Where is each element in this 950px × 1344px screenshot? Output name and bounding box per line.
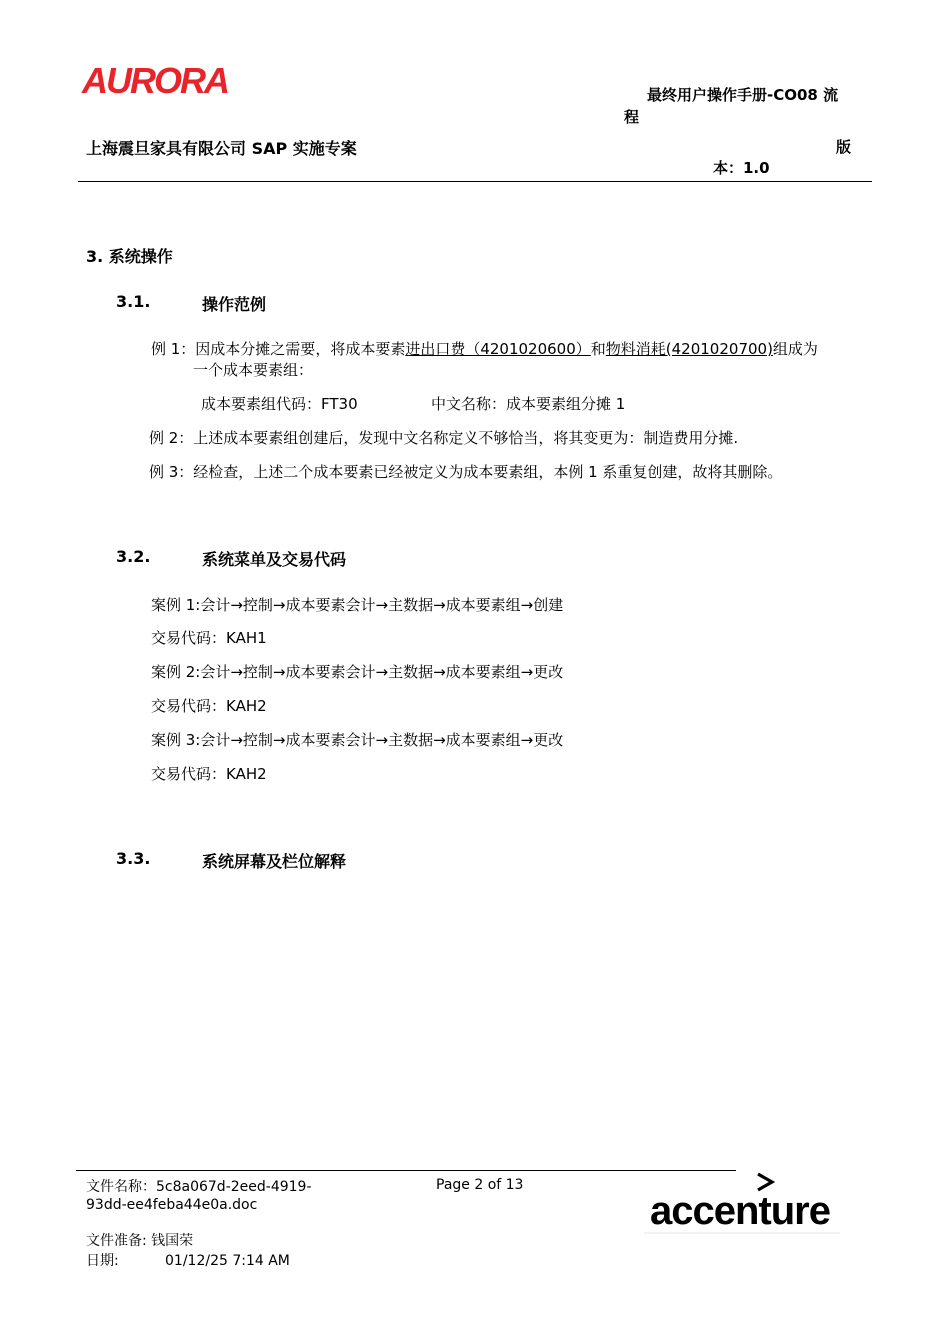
menu-path-case-1: 案例 1:会计→控制→成本要素会计→主数据→成本要素组→创建 <box>151 596 564 614</box>
version-value: 本：1.0 <box>713 159 770 177</box>
transaction-code-2: 交易代码：KAH2 <box>151 697 267 715</box>
aurora-logo-text: AURORA <box>82 60 228 101</box>
example-3: 例 3：经检查，上述二个成本要素已经被定义为成本要素组，本例 1 系重复创建，故将其删除。 <box>149 463 783 481</box>
header-divider <box>78 181 872 182</box>
cost-element-link-import-export: 进出口费（4201020600） <box>405 340 591 358</box>
transaction-code-1: 交易代码：KAH1 <box>151 629 267 647</box>
example-1-conjunction: 和 <box>590 340 606 358</box>
accenture-logo <box>644 1170 840 1234</box>
menu-path-case-3: 案例 3:会计→控制→成本要素会计→主数据→成本要素组→更改 <box>151 731 564 749</box>
subsection-heading-3-1 <box>116 292 416 314</box>
group-code-label: 成本要素组代码：FT30 <box>201 395 358 413</box>
subsection-number: 3.1. <box>116 292 151 311</box>
transaction-code-3: 交易代码：KAH2 <box>151 765 267 783</box>
footer-filename-line-2: 93dd-ee4feba44e0a.doc <box>86 1197 258 1213</box>
footer-date-label: 日期: <box>86 1253 119 1269</box>
cost-element-link-material: 物料消耗(4201020700) <box>605 340 773 358</box>
document-title: 最终用户操作手册-CO08 流 <box>647 86 839 104</box>
company-project-name: 上海震旦家具有限公司 SAP 实施专案 <box>86 139 357 158</box>
page-number: Page 2 of 13 <box>436 1177 524 1193</box>
subsection-title: 系统菜单及交易代码 <box>202 550 347 569</box>
subsection-title: 系统屏幕及栏位解释 <box>202 852 347 871</box>
subsection-heading-3-2 <box>116 547 516 569</box>
subsection-number: 3.3. <box>116 849 151 868</box>
example-1-line-1 <box>151 339 818 360</box>
section-heading: 3. 系统操作 <box>86 247 173 266</box>
subsection-title: 操作范例 <box>202 295 267 314</box>
document-title-continued: 程 <box>624 108 640 126</box>
version-label: 版 <box>836 138 852 156</box>
example-2: 例 2：上述成本要素组创建后，发现中文名称定义不够恰当，将其变更为：制造费用分摊. <box>149 429 739 447</box>
example-1-prefix: 例 1：因成本分摊之需要，将成本要素 <box>151 340 406 358</box>
accenture-chevron-icon <box>758 1174 772 1190</box>
accenture-logo-text: accenture <box>650 1189 830 1233</box>
footer-filename-line-1: 文件名称：5c8a067d-2eed-4919- <box>86 1179 312 1195</box>
example-1-line-2: 一个成本要素组： <box>193 361 314 379</box>
group-name-label: 中文名称：成本要素组分摊 1 <box>431 395 626 413</box>
footer-date-value: 01/12/25 7:14 AM <box>165 1253 290 1269</box>
aurora-logo <box>82 60 228 101</box>
footer-divider <box>76 1170 736 1171</box>
example-1-suffix: 组成为 <box>772 340 818 358</box>
menu-path-case-2: 案例 2:会计→控制→成本要素会计→主数据→成本要素组→更改 <box>151 663 564 681</box>
subsection-heading-3-3 <box>116 849 516 871</box>
footer-prepared-by: 文件准备: 钱国荣 <box>86 1233 194 1249</box>
subsection-number: 3.2. <box>116 547 151 566</box>
